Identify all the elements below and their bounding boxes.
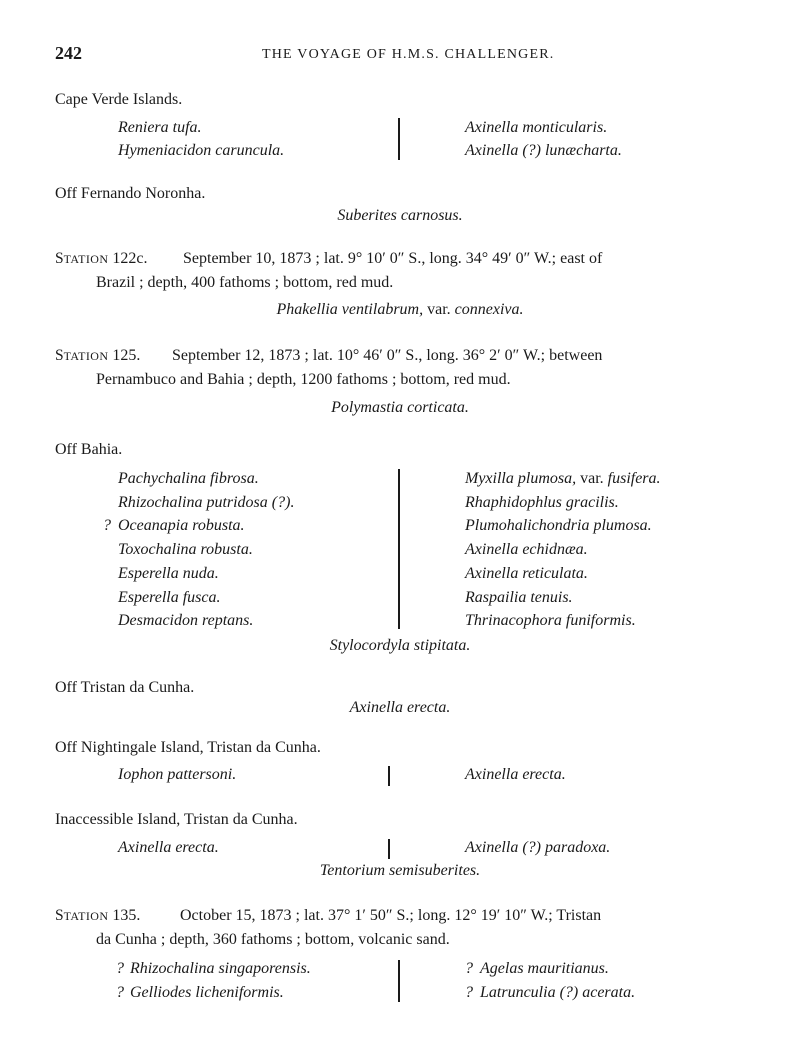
species-right: Thrinacophora funiformis. — [465, 612, 636, 629]
species-right: Axinella (?) lunæcharta. — [465, 142, 622, 159]
section-heading-tristan: Off Tristan da Cunha. — [55, 679, 195, 696]
station-number: 125. — [112, 347, 141, 364]
section-heading-cape-verde: Cape Verde Islands. — [55, 91, 183, 108]
species-left: Hymeniacidon caruncula. — [118, 142, 285, 159]
species-name: Phakellia ventilabrum, — [276, 301, 424, 318]
station-122c-text1: September 10, 1873 ; lat. 9° 10′ 0″ S., long. 34° 49′ 0″ W.; east of — [183, 250, 603, 267]
station-122c-text2: Brazil ; depth, 400 fathoms ; bottom, red mud. — [96, 274, 394, 291]
station-135-line1 — [55, 906, 140, 926]
variety-name: fusifera. — [607, 470, 661, 487]
section-heading-nightingale: Off Nightingale Island, Tristan da Cunha. — [55, 739, 321, 756]
doubt-mark: ? — [465, 960, 473, 977]
species-center: Suberites carnosus. — [337, 207, 463, 224]
station-number: 135. — [112, 907, 141, 924]
station-135-text2: da Cunha ; depth, 360 fathoms ; bottom, volcanic sand. — [96, 931, 450, 948]
species-center: Tentorium semisuberites. — [319, 862, 481, 879]
species-right: Plumohalichondria plumosa. — [465, 517, 652, 534]
station-125-line1 — [55, 346, 140, 366]
page-number: 242 — [55, 43, 82, 63]
station-122c-line1 — [55, 249, 148, 269]
column-divider — [388, 766, 390, 786]
species-name: Myxilla plumosa, — [465, 470, 577, 487]
species-right: Latrunculia (?) acerata. — [480, 984, 636, 1001]
var-label: var. — [580, 470, 604, 487]
species-left: Reniera tufa. — [118, 119, 202, 136]
station-label-initial: S — [55, 250, 64, 267]
station-number: 122c. — [112, 250, 148, 267]
species-center: Axinella erecta. — [349, 699, 451, 716]
column-divider — [398, 960, 400, 1002]
species-center — [0, 300, 800, 320]
species-left: Rhizochalina putridosa (?). — [118, 494, 295, 511]
species-left: Oceanapia robusta. — [118, 517, 245, 534]
section-heading-inaccessible: Inaccessible Island, Tristan da Cunha. — [55, 811, 298, 828]
column-divider — [398, 118, 400, 160]
station-135-text1: October 15, 1873 ; lat. 37° 1′ 50″ S.; long. 12° 19′ 10″ W.; Tristan — [180, 907, 602, 924]
species-center: Polymastia corticata. — [331, 399, 469, 416]
doubt-mark: ? — [465, 984, 473, 1001]
species-right: Axinella reticulata. — [465, 565, 588, 582]
species-left: Rhizochalina singaporensis. — [130, 960, 311, 977]
species-left: Pachychalina fibrosa. — [118, 470, 259, 487]
station-label-initial: S — [55, 907, 64, 924]
station-label-rest: TATION — [63, 909, 109, 923]
species-right: Axinella echidnæa. — [465, 541, 588, 558]
station-125-text2: Pernambuco and Bahia ; depth, 1200 fathoms ; bottom, red mud. — [96, 371, 511, 388]
species-left: Axinella erecta. — [118, 839, 219, 856]
species-right: Rhaphidophlus gracilis. — [465, 494, 619, 511]
station-125-text1: September 12, 1873 ; lat. 10° 46′ 0″ S., long. 36° 2′ 0″ W.; between — [172, 347, 603, 364]
doubt-mark: ? — [116, 960, 124, 977]
species-left: Toxochalina robusta. — [118, 541, 253, 558]
column-divider — [388, 839, 390, 859]
station-label-rest: TATION — [63, 349, 109, 363]
species-left: Desmacidon reptans. — [118, 612, 254, 629]
species-right: Axinella erecta. — [465, 766, 566, 783]
column-divider — [398, 469, 400, 629]
section-heading-fernando: Off Fernando Noronha. — [55, 185, 206, 202]
species-right — [465, 469, 661, 489]
species-right: Raspailia tenuis. — [465, 589, 573, 606]
station-label-initial: S — [55, 347, 64, 364]
doubt-mark: ? — [116, 984, 124, 1001]
variety-name: connexiva. — [454, 301, 524, 318]
species-left: Esperella nuda. — [118, 565, 219, 582]
species-right: Axinella monticularis. — [465, 119, 608, 136]
section-heading-bahia: Off Bahia. — [55, 441, 123, 458]
running-title: THE VOYAGE OF H.M.S. CHALLENGER. — [262, 47, 555, 62]
station-label-rest: TATION — [63, 252, 109, 266]
doubt-mark: ? — [103, 517, 111, 534]
species-left: Gelliodes licheniformis. — [130, 984, 284, 1001]
species-right: Axinella (?) paradoxa. — [465, 839, 611, 856]
species-right: Agelas mauritianus. — [480, 960, 609, 977]
var-label: var. — [427, 301, 451, 318]
species-left: Esperella fusca. — [118, 589, 221, 606]
species-left: Iophon pattersoni. — [118, 766, 237, 783]
species-center: Stylocordyla stipitata. — [329, 637, 471, 654]
